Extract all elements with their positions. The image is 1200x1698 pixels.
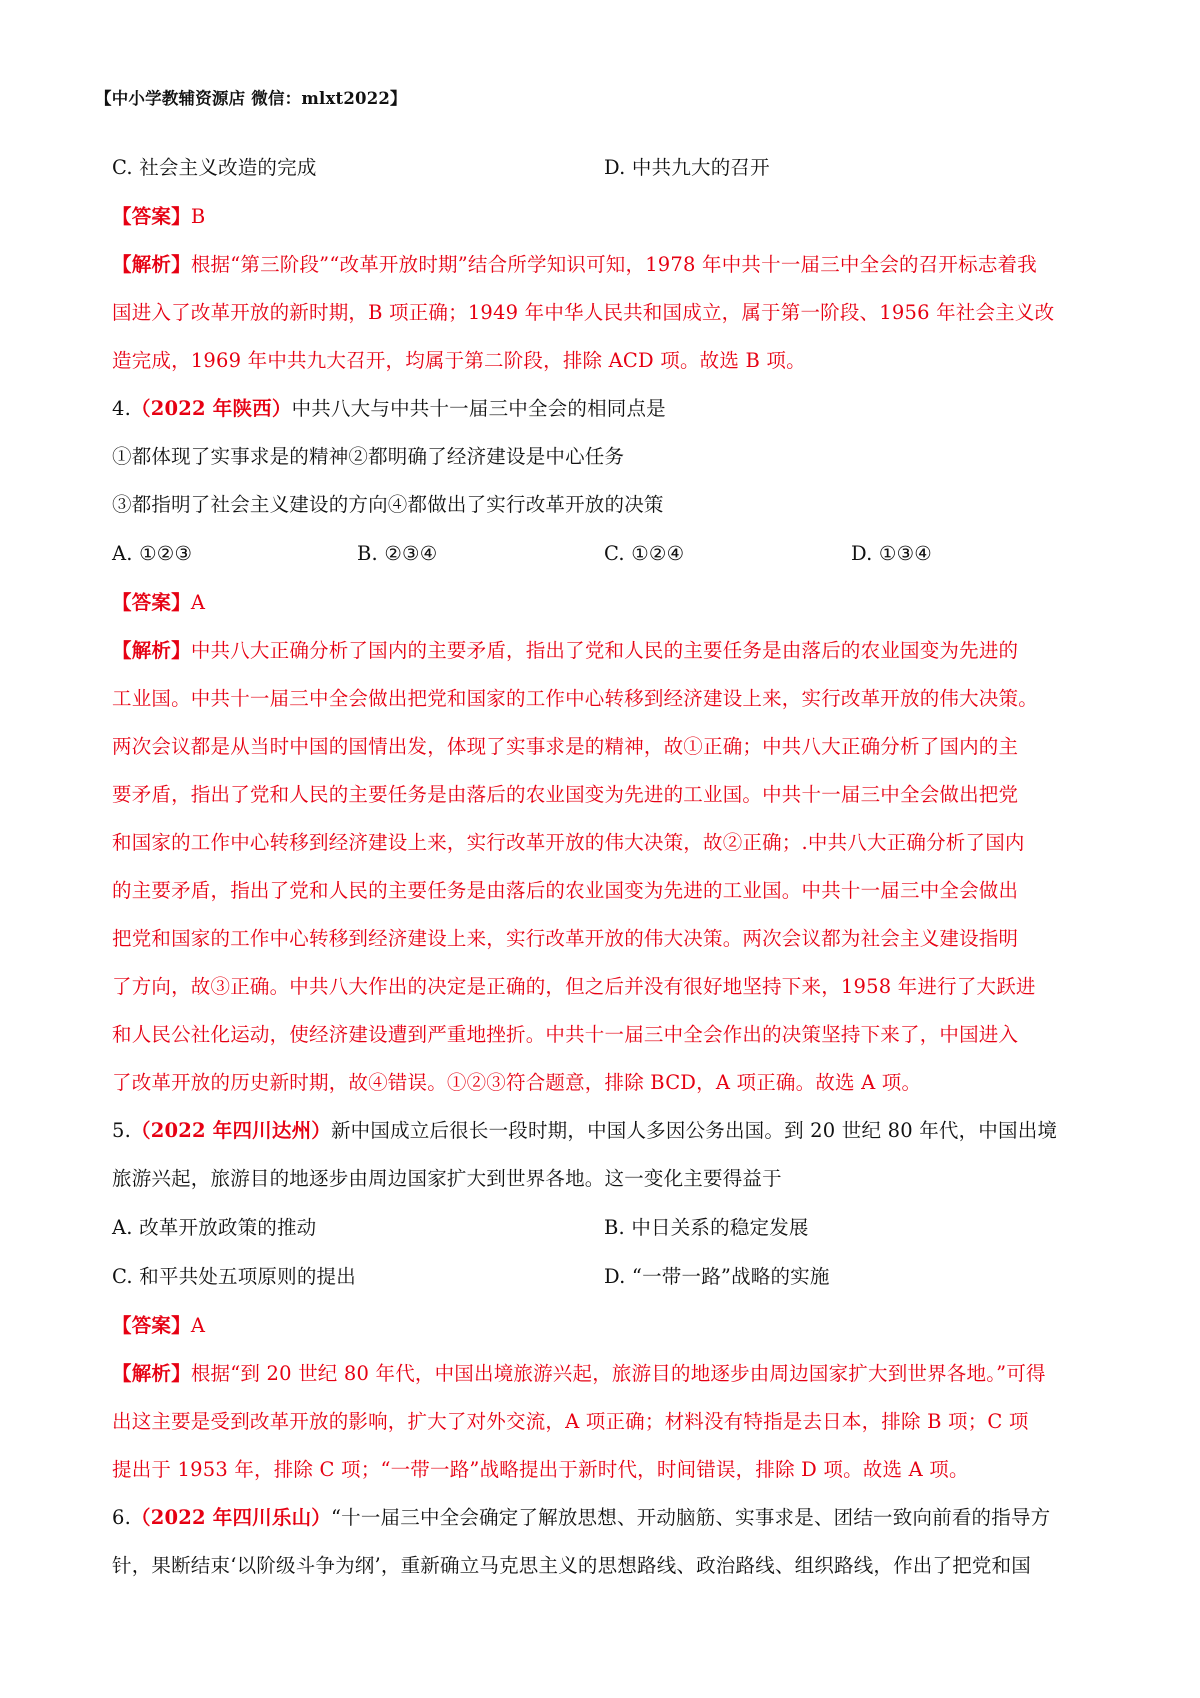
answer-tag: 【答案】: [112, 205, 191, 228]
q5-option-d: D. “一带一路”战略的实施: [604, 1265, 830, 1288]
question-source: （2022 年陕西）: [131, 397, 292, 420]
q5-stem-line: 旅游兴起，旅游目的地逐步由周边国家扩大到世界各地。这一变化主要得益于: [112, 1167, 782, 1190]
answer-tag: 【答案】: [112, 1314, 191, 1337]
q5-option-a: A. 改革开放政策的推动: [112, 1216, 317, 1239]
q4-statement: ①都体现了实事求是的精神②都明确了经济建设是中心任务: [112, 445, 625, 468]
analysis-tag: 【解析】: [112, 253, 191, 276]
q4-analysis-line: 要矛盾，指出了党和人民的主要任务是由落后的农业国变为先进的工业国。中共十一届三中全会做出把党: [112, 783, 1019, 806]
q5-option-c: C. 和平共处五项原则的提出: [112, 1265, 356, 1288]
q3-analysis-line: 造完成，1969 年中共九大召开，均属于第二阶段，排除 ACD 项。故选 B 项。: [112, 349, 806, 372]
q4-option-d: D. ①③④: [851, 542, 932, 565]
answer-value: A: [190, 591, 206, 614]
q3-answer: [112, 204, 205, 230]
q5-answer: [112, 1313, 205, 1339]
q4-analysis-line: 把党和国家的工作中心转移到经济建设上来，实行改革开放的伟大决策。两次会议都为社会主义建设指明: [112, 927, 1019, 950]
q6-stem-line: 针，果断结束‘以阶级斗争为纲’，重新确立马克思主义的思想路线、政治路线、组织路线，作出了把党和国: [112, 1554, 1031, 1577]
question-text: 新中国成立后很长一段时期，中国人多因公务出国。到 20 世纪 80 年代，中国出境: [330, 1119, 1058, 1142]
q6-stem: [112, 1505, 1050, 1531]
q4-stem: [112, 396, 666, 422]
question-text: 中共八大与中共十一届三中全会的相同点是: [291, 397, 666, 420]
q4-option-a: A. ①②③: [112, 542, 193, 565]
q4-analysis-line: [112, 638, 1018, 664]
answer-value: A: [190, 1314, 206, 1337]
q4-analysis-line: 了方向，故③正确。中共八大作出的决定是正确的，但之后并没有很好地坚持下来，1958 年进行了大跃进: [112, 975, 1036, 998]
answer-tag: 【答案】: [112, 591, 191, 614]
question-number: 4.: [112, 397, 132, 420]
q5-analysis-line: 提出于 1953 年，排除 C 项；“一带一路”战略提出于新时代，时间错误，排除 D 项。故选 A 项。: [112, 1458, 969, 1481]
q5-stem: [112, 1118, 1057, 1144]
q4-analysis-line: 和国家的工作中心转移到经济建设上来，实行改革开放的伟大决策，故②正确；.中共八大正确分析了国内: [112, 831, 1025, 854]
q4-option-c: C. ①②④: [604, 542, 685, 565]
q3-analysis-line: 国进入了改革开放的新时期，B 项正确；1949 年中华人民共和国成立，属于第一阶段、1956 年社会主义改: [112, 301, 1055, 324]
question-number: 6.: [112, 1506, 132, 1529]
q4-analysis-line: 两次会议都是从当时中国的国情出发，体现了实事求是的精神，故①正确；中共八大正确分析了国内的主: [112, 735, 1019, 758]
q4-analysis-line: 了改革开放的历史新时期，故④错误。①②③符合题意，排除 BCD，A 项正确。故选 A 项。: [112, 1071, 922, 1094]
analysis-tag: 【解析】: [112, 639, 191, 662]
q4-analysis-line: 的主要矛盾，指出了党和人民的主要任务是由落后的农业国变为先进的工业国。中共十一届三中全会做出: [112, 879, 1019, 902]
analysis-text: 根据“第三阶段”“改革开放时期”结合所学知识可知，1978 年中共十一届三中全会的召开标志着我: [190, 253, 1037, 276]
q3-analysis-line: [112, 252, 1037, 278]
q5-analysis-line: [112, 1361, 1046, 1387]
question-source: （2022 年四川乐山）: [131, 1506, 331, 1529]
analysis-text: 根据“到 20 世纪 80 年代，中国出境旅游兴起，旅游目的地逐步由周边国家扩大到世界各地。”可得: [190, 1362, 1046, 1385]
analysis-text: 中共八大正确分析了国内的主要矛盾，指出了党和人民的主要任务是由落后的农业国变为先进的: [190, 639, 1019, 662]
q4-analysis-line: 工业国。中共十一届三中全会做出把党和国家的工作中心转移到经济建设上来，实行改革开放的伟大决策。: [112, 687, 1038, 710]
q3-option-d: D. 中共九大的召开: [604, 156, 770, 179]
q5-option-b: B. 中日关系的稳定发展: [604, 1216, 809, 1239]
question-text: “十一届三中全会确定了解放思想、开动脑筋、实事求是、团结一致向前看的指导方: [330, 1506, 1051, 1529]
q4-option-b: B. ②③④: [357, 542, 438, 565]
q4-analysis-line: 和人民公社化运动，使经济建设遭到严重地挫折。中共十一届三中全会作出的决策坚持下来了，中国进入: [112, 1023, 1019, 1046]
analysis-tag: 【解析】: [112, 1362, 191, 1385]
question-source: （2022 年四川达州）: [131, 1119, 331, 1142]
source-header: 【中小学教辅资源店 微信：mlxt2022】: [95, 89, 407, 108]
q3-option-c: C. 社会主义改造的完成: [112, 156, 317, 179]
q5-analysis-line: 出这主要是受到改革开放的影响，扩大了对外交流，A 项正确；材料没有特指是去日本，排除 B 项；C 项: [112, 1410, 1029, 1433]
q4-statement: ③都指明了社会主义建设的方向④都做出了实行改革开放的决策: [112, 493, 664, 516]
question-number: 5.: [112, 1119, 132, 1142]
answer-value: B: [190, 205, 206, 228]
q4-answer: [112, 590, 205, 616]
